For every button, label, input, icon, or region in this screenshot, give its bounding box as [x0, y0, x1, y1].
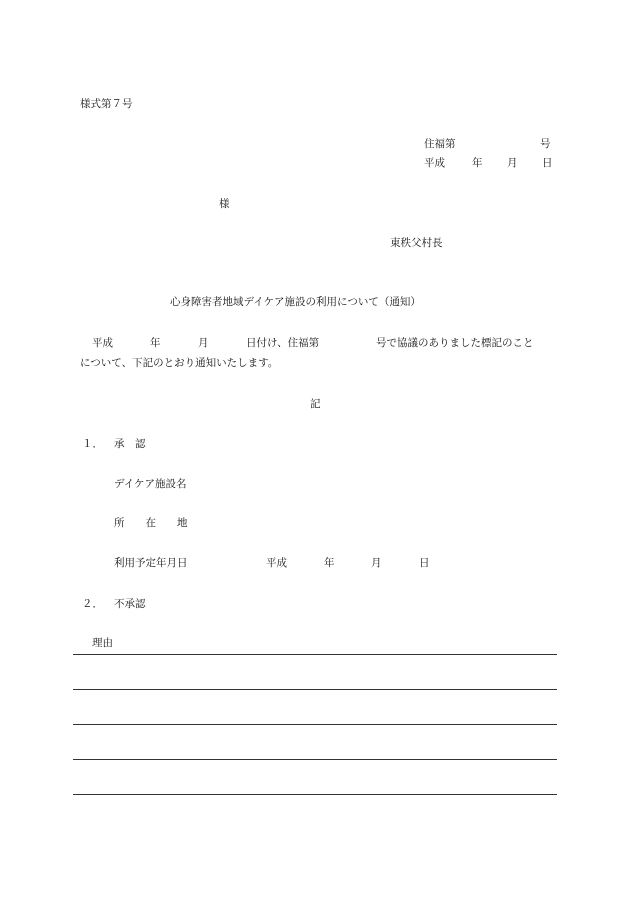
- header-month-unit: 月: [507, 157, 518, 169]
- planned-date-era: 平成: [266, 557, 287, 569]
- document-title: 心身障害者地域デイケア施設の利用について（通知）: [170, 296, 421, 308]
- body-era: 平成: [92, 337, 113, 349]
- location-label: 所 在 地: [114, 517, 188, 529]
- header-year-unit: 年: [472, 157, 483, 169]
- ki-heading: 記: [310, 398, 321, 410]
- reason-rule-line: [73, 724, 557, 725]
- section-1-number: １．: [82, 438, 103, 450]
- header-day-unit: 日: [542, 157, 553, 169]
- section-2-number: ２．: [82, 598, 103, 610]
- reason-rule-line: [73, 759, 557, 760]
- body-month-unit: 月: [198, 337, 209, 349]
- reason-rule-line: [73, 689, 557, 690]
- section-2-label: 不承認: [114, 598, 146, 610]
- reason-rule-line: [73, 654, 557, 655]
- facility-name-label: デイケア施設名: [114, 478, 187, 490]
- body-ref-suffix: 号で協議のありました標記のこと: [376, 337, 534, 349]
- planned-date-label: 利用予定年月日: [114, 557, 188, 569]
- sender-name: 東秩父村長: [390, 237, 443, 249]
- form-number: 様式第７号: [80, 98, 133, 110]
- planned-date-day-unit: 日: [419, 557, 430, 569]
- addressee-honorific: 様: [219, 198, 230, 210]
- reference-suffix: 号: [540, 138, 551, 150]
- section-1-label: 承 認: [114, 438, 146, 450]
- header-era: 平成: [424, 157, 445, 169]
- planned-date-year-unit: 年: [324, 557, 335, 569]
- reference-prefix: 住福第: [424, 138, 456, 150]
- reason-label: 理由: [92, 637, 113, 649]
- body-year-unit: 年: [150, 337, 161, 349]
- planned-date-month-unit: 月: [371, 557, 382, 569]
- reason-rule-line: [73, 794, 557, 795]
- body-line-2: について、下記のとおり通知いたします。: [80, 357, 279, 369]
- body-date-suffix: 日付け、住福第: [246, 337, 320, 349]
